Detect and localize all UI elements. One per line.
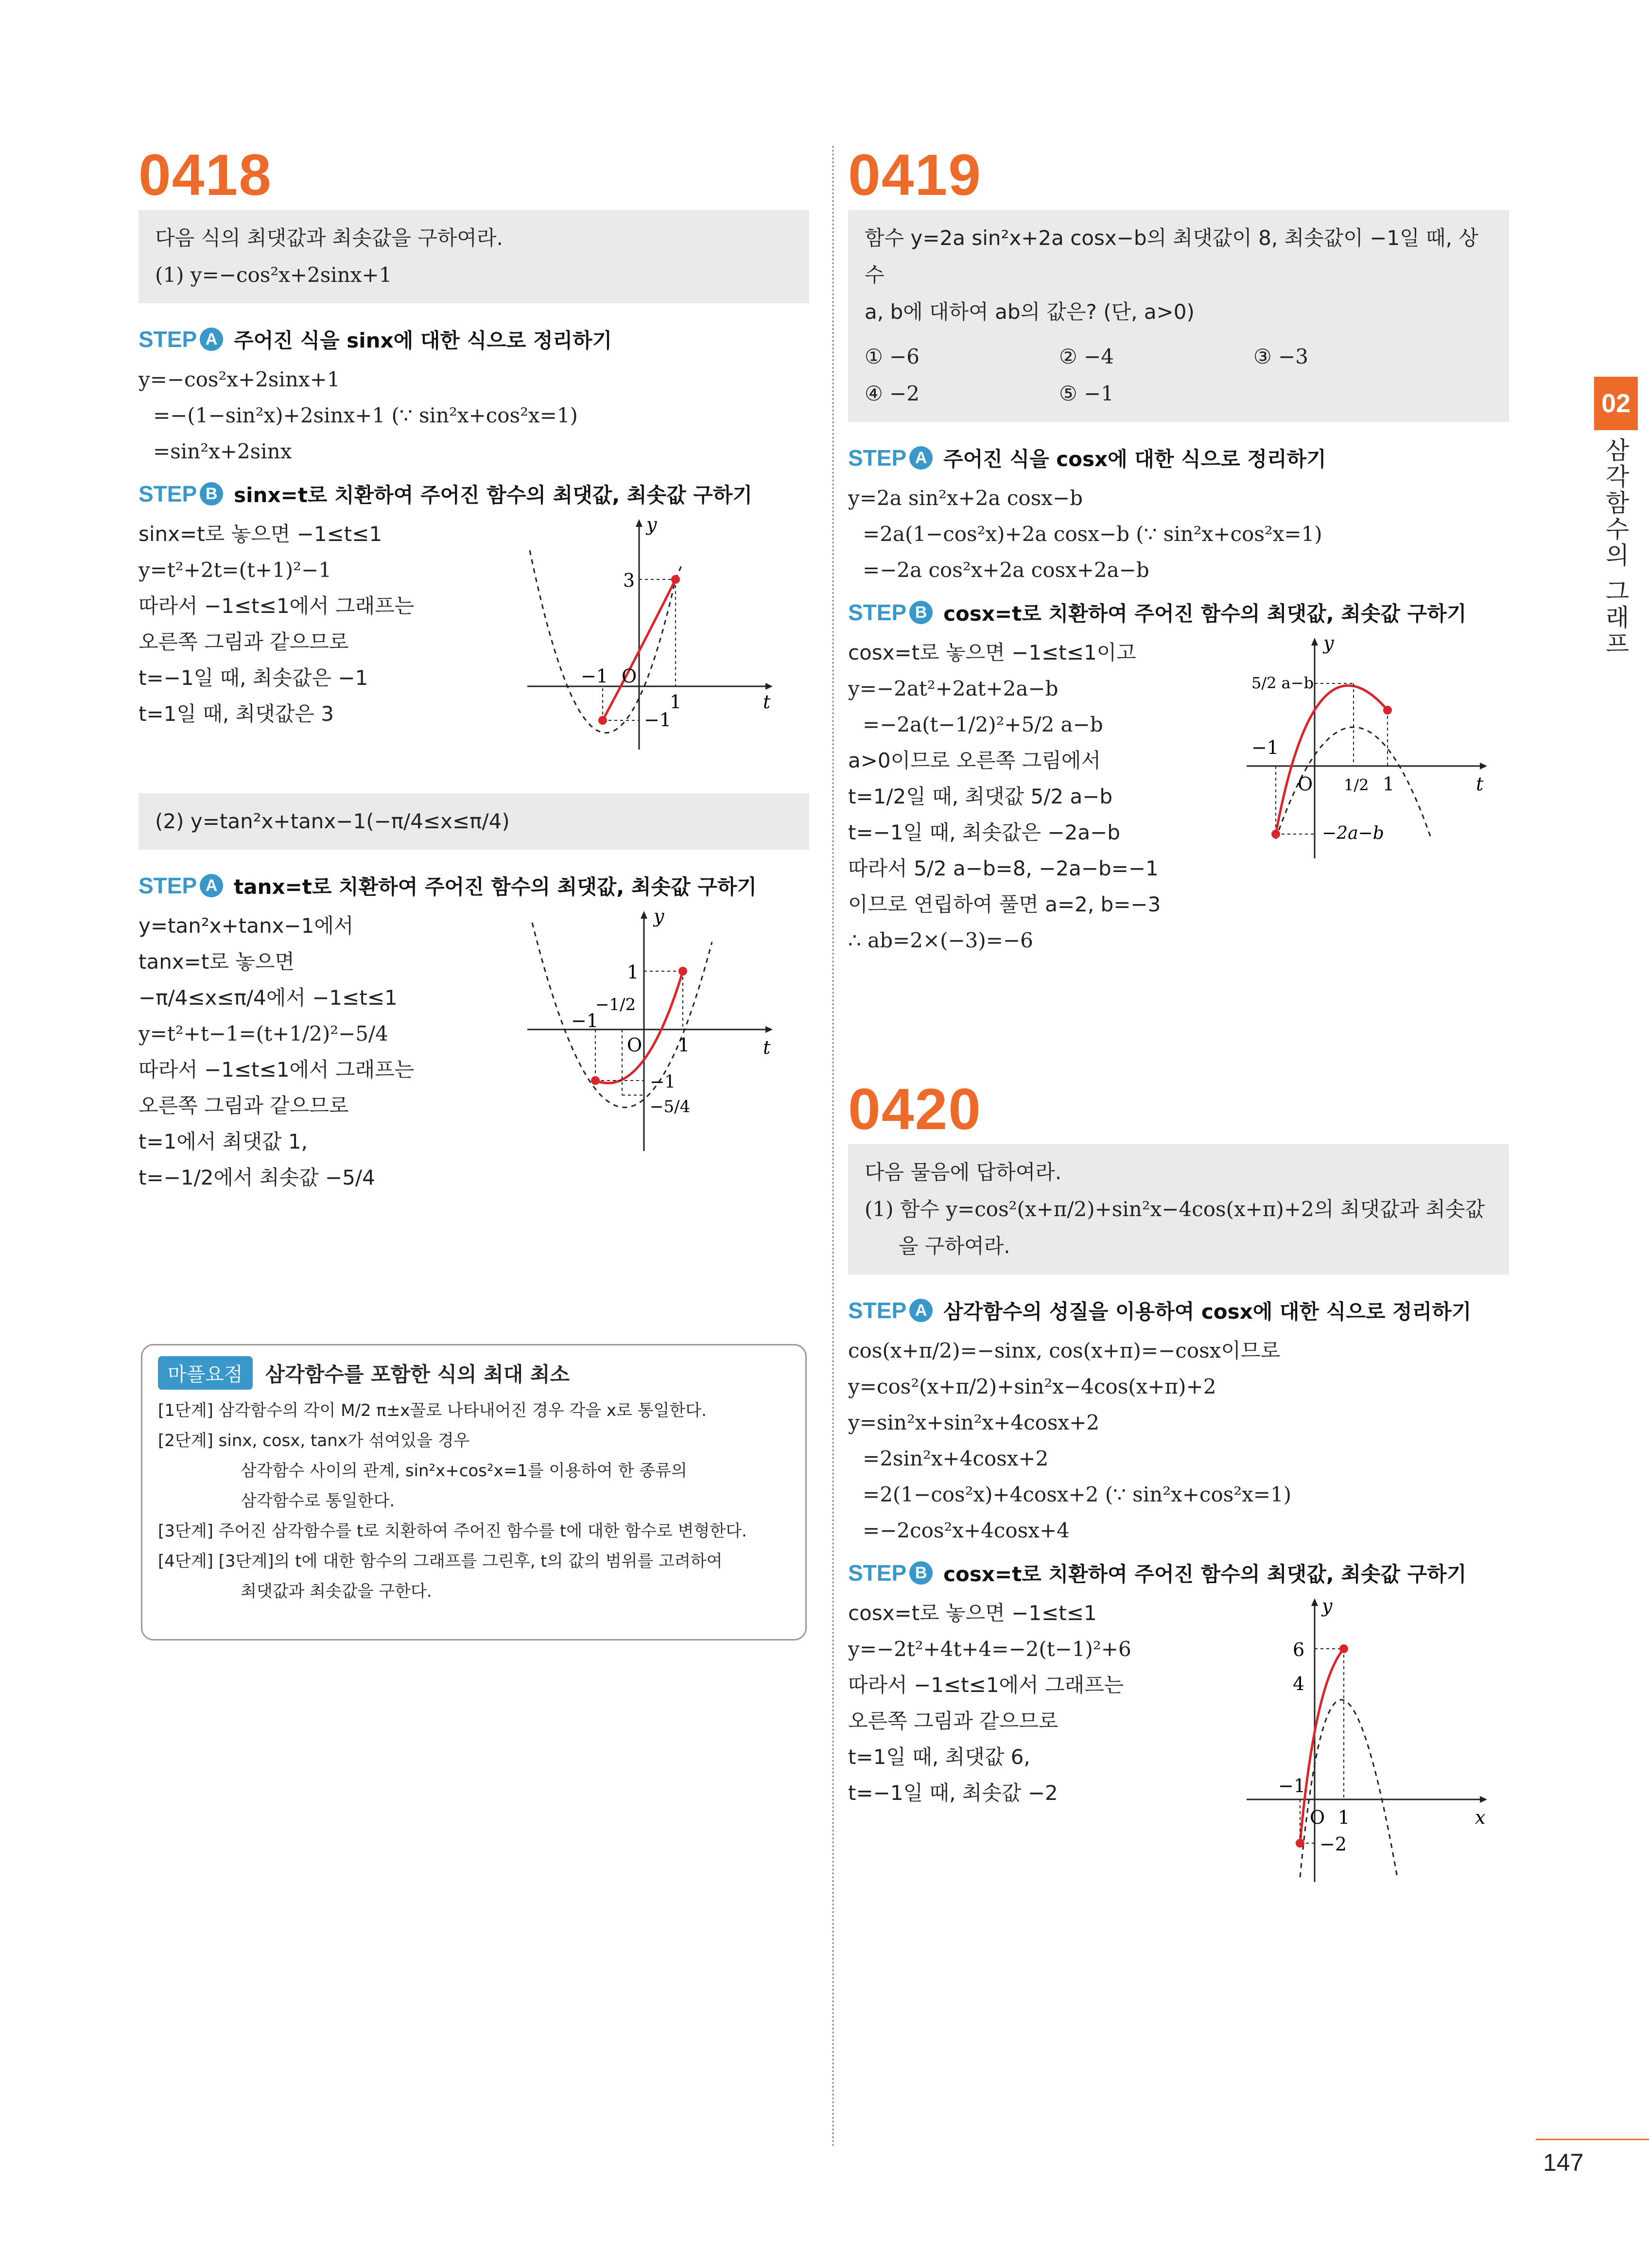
step-title: 삼각함수의 성질을 이용하여 cosx에 대한 식으로 정리하기 <box>943 1300 1472 1324</box>
solution-line: 이므로 연립하여 풀면 a=2, b=−3 <box>848 892 1161 916</box>
solution-line: t=−1일 때, 최솟값은 −2a−b <box>848 820 1120 844</box>
tip-title: 삼각함수를 포함한 식의 최대 최소 <box>265 1362 570 1386</box>
choice-4: ④ −2 <box>865 382 920 405</box>
step-tag: STEP B <box>139 481 223 507</box>
max-point <box>678 967 687 976</box>
step-title: 주어진 식을 sinx에 대한 식으로 정리하기 <box>234 329 612 352</box>
solution-line: t=−1일 때, 최솟값은 −1 <box>139 666 368 690</box>
chapter-title: 삼각함수의 그래프 <box>1601 437 1630 657</box>
solution-line: 오른쪽 그림과 같으므로 <box>139 1094 349 1117</box>
step-a-header <box>848 1296 1509 1325</box>
chapter-tab: 02 <box>1594 377 1638 430</box>
solution-line: 따라서 5/2 a−b=8, −2a−b=−1 <box>848 856 1159 880</box>
step-title: tanx=t로 치환하여 주어진 함수의 최댓값, 최솟값 구하기 <box>234 875 757 899</box>
y-axis-label: y <box>1322 1595 1333 1617</box>
tip-line: [2단계] sinx, cosx, tanx가 섞여있을 경우 <box>158 1431 470 1450</box>
answer-choices <box>865 338 1493 412</box>
solution-line: =−2a cos²x+2a cosx+2a−b <box>863 558 1149 582</box>
tick-label: 1 <box>1338 1807 1350 1828</box>
step-b-header <box>848 598 1509 627</box>
graph-0418-2 <box>508 908 780 1161</box>
question-box-0419 <box>848 210 1509 422</box>
question-part-1-cont: 을 구하여라. <box>899 1234 1010 1258</box>
solution-line: =2sin²x+4cosx+2 <box>863 1447 1049 1470</box>
solution-line: 따라서 −1≤t≤1에서 그래프는 <box>139 594 415 618</box>
step-a-header <box>139 325 809 354</box>
tip-line: [1단계] 삼각함수의 각이 M/2 π±x꼴로 나타내어진 경우 각을 x로 통일한다. <box>158 1401 707 1420</box>
solution-line: t=1일 때, 최댓값 6, <box>848 1745 1030 1769</box>
question-part-1: (1) 함수 y=cos²(x+π/2)+sin²x−4cos(x+π)+2의 최댓값과 최솟값 <box>865 1197 1485 1221</box>
tick-label: 1/2 <box>1344 776 1369 794</box>
step-title: cosx=t로 치환하여 주어진 함수의 최댓값, 최솟값 구하기 <box>943 602 1467 626</box>
solution-line: tanx=t로 놓으면 <box>139 950 295 974</box>
x-axis-label: x <box>1475 1807 1486 1828</box>
tick-label: 3 <box>623 570 635 591</box>
origin-label: O <box>627 1034 642 1056</box>
question-intro: 다음 물음에 답하여라. <box>865 1160 1062 1184</box>
step-b-header <box>848 1558 1509 1588</box>
solution-line: 오른쪽 그림과 같으므로 <box>848 1709 1059 1733</box>
tick-label: −2a−b <box>1322 823 1384 843</box>
step-tag: STEP A <box>139 872 223 899</box>
solution-line: =2(1−cos²x)+4cosx+2 (∵ sin²x+cos²x=1) <box>863 1483 1292 1506</box>
graph-0418-1 <box>508 516 780 759</box>
max-point <box>671 575 680 584</box>
question-text: 함수 y=2a sin²x+2a cosx−b의 최댓값이 8, 최솟값이 −1일 때, 상수 <box>865 226 1478 287</box>
solution-line: t=−1일 때, 최솟값 −2 <box>848 1781 1058 1805</box>
step-title: sinx=t로 치환하여 주어진 함수의 최댓값, 최솟값 구하기 <box>234 483 752 507</box>
tip-badge: 마플요점 <box>158 1356 253 1390</box>
step-tag: STEP B <box>848 1560 933 1586</box>
choice-3: ③ −3 <box>1253 345 1308 368</box>
tip-line: 삼각함수 사이의 관계, sin²x+cos²x=1를 이용하여 한 종류의 <box>241 1461 687 1481</box>
step-tag: STEP A <box>848 1297 933 1324</box>
column-divider <box>832 146 834 2148</box>
step-b-body <box>848 635 1509 959</box>
page-number: 147 <box>1543 2149 1584 2176</box>
solution-line: t=1에서 최댓값 1, <box>139 1130 308 1153</box>
tick-label: 1 <box>1383 773 1395 795</box>
solution-line: y=2a sin²x+2a cosx−b <box>848 486 1083 510</box>
tick-label: 6 <box>1293 1639 1305 1660</box>
question-box-0420 <box>848 1144 1509 1274</box>
tick-label: −2 <box>1319 1833 1347 1855</box>
tip-box <box>141 1344 807 1640</box>
tick-label: 4 <box>1293 1673 1305 1694</box>
step-title: 주어진 식을 cosx에 대한 식으로 정리하기 <box>943 447 1326 471</box>
choice-2: ② −4 <box>1059 345 1114 368</box>
solution-line: 따라서 −1≤t≤1에서 그래프는 <box>848 1673 1124 1697</box>
solution-line: y=tan²x+tanx−1에서 <box>139 914 354 938</box>
endpoint <box>1383 706 1392 715</box>
step-a2-body <box>139 908 809 1196</box>
origin-label: O <box>1298 773 1313 795</box>
solution-line: y=−2at²+2at+2a−b <box>848 677 1059 700</box>
solution-line: t=1일 때, 최댓값은 3 <box>139 702 334 726</box>
t-axis-label: t <box>763 1037 771 1058</box>
step-b-body <box>848 1595 1509 1887</box>
step-a-header <box>848 443 1509 472</box>
solution-line: a>0이므로 오른쪽 그림에서 <box>848 749 1101 772</box>
tip-line: [4단계] [3단계]의 t에 대한 함수의 그래프를 그린후, t의 값의 범위를 고려하여 <box>158 1552 723 1571</box>
page-number-rule <box>1536 2139 1649 2140</box>
solution-line: cos(x+π/2)=−sinx, cos(x+π)=−cosx이므로 <box>848 1339 1281 1362</box>
tick-label: 1 <box>678 1034 690 1056</box>
tip-header <box>158 1356 790 1390</box>
min-point <box>598 716 607 725</box>
tick-label: 5/2 a−b <box>1251 674 1314 692</box>
tip-line: 최댓값과 최솟값을 구한다. <box>241 1582 432 1601</box>
tick-label: −1 <box>1278 1775 1306 1797</box>
tick-label: −5/4 <box>650 1097 691 1117</box>
step-b-header <box>139 479 809 508</box>
solution-line: ∴ ab=2×(−3)=−6 <box>848 928 1033 952</box>
solution-line: y=sin²x+sin²x+4cosx+2 <box>848 1411 1100 1434</box>
question-intro: 다음 식의 최댓값과 최솟값을 구하여라. <box>155 226 503 250</box>
left-column <box>139 142 809 1196</box>
step-tag: STEP A <box>139 326 223 352</box>
choice-5: ⑤ −1 <box>1059 382 1114 405</box>
tick-label: −1 <box>644 709 672 731</box>
solution-line: cosx=t로 놓으면 −1≤t≤1 <box>848 1601 1097 1625</box>
solution-line: =sin²x+2sinx <box>153 439 292 463</box>
right-column <box>848 142 1509 1887</box>
min-endpoint <box>591 1076 600 1085</box>
solution-line: t=−1/2에서 최솟값 −5/4 <box>139 1166 375 1189</box>
min-endpoint <box>1271 830 1280 838</box>
tip-line: [3단계] 주어진 삼각함수를 t로 치환하여 주어진 함수를 t에 대한 함수로 변형한다. <box>158 1521 747 1541</box>
problem-number-0420: 0420 <box>848 1077 982 1142</box>
question-part-2: (2) y=tan²x+tanx−1(−π/4≤x≤π/4) <box>139 793 809 850</box>
step-tag: STEP B <box>848 599 933 626</box>
solution-line: 따라서 −1≤t≤1에서 그래프는 <box>139 1058 415 1082</box>
solution-line: y=t²+2t=(t+1)²−1 <box>139 558 331 582</box>
solution-line: −π/4≤x≤π/4에서 −1≤t≤1 <box>139 986 398 1010</box>
origin-label: O <box>1310 1807 1325 1828</box>
y-axis-label: y <box>646 516 657 535</box>
step-a2-header <box>139 871 809 900</box>
y-axis-label: y <box>1323 635 1334 654</box>
tick-label: 1 <box>627 961 639 983</box>
question-text-cont: a, b에 대하여 ab의 값은? (단, a>0) <box>865 300 1195 324</box>
tick-label: −1 <box>650 1072 676 1092</box>
question-part-1: (1) y=−cos²x+2sinx+1 <box>155 263 392 287</box>
solution-line: y=cos²(x+π/2)+sin²x−4cos(x+π)+2 <box>848 1375 1216 1398</box>
max-point <box>1339 1644 1348 1653</box>
step-tag: STEP A <box>848 445 933 471</box>
t-axis-label: t <box>1476 773 1484 795</box>
problem-number-0418: 0418 <box>139 142 272 208</box>
graph-0419 <box>1237 635 1490 868</box>
graph-0420 <box>1237 1595 1490 1887</box>
step-b-body <box>139 516 809 759</box>
solution-line: =2a(1−cos²x)+2a cosx−b (∵ sin²x+cos²x=1) <box>863 522 1322 546</box>
y-axis-label: y <box>654 908 664 927</box>
tick-label: −1 <box>581 665 608 687</box>
origin-label: O <box>622 665 637 687</box>
solution-line: cosx=t로 놓으면 −1≤t≤1이고 <box>848 641 1136 664</box>
solution-line: sinx=t로 놓으면 −1≤t≤1 <box>139 522 382 546</box>
tick-label: −1 <box>571 1010 599 1031</box>
solution-line: y=−2t²+4t+4=−2(t−1)²+6 <box>848 1637 1131 1661</box>
tick-label: −1/2 <box>595 995 636 1014</box>
min-endpoint <box>1296 1839 1304 1848</box>
choice-1: ① −6 <box>865 345 920 368</box>
solution-line: y=−cos²x+2sinx+1 <box>139 367 340 391</box>
tick-label: −1 <box>1251 737 1279 758</box>
solution-line: =−(1−sin²x)+2sinx+1 (∵ sin²x+cos²x=1) <box>153 403 578 427</box>
solution-line: =−2a(t−1/2)²+5/2 a−b <box>863 713 1103 736</box>
t-axis-label: t <box>763 691 771 713</box>
solution-line: 오른쪽 그림과 같으므로 <box>139 630 349 654</box>
problem-number-0419: 0419 <box>848 142 982 208</box>
question-box-0418 <box>139 210 809 303</box>
step-title: cosx=t로 치환하여 주어진 함수의 최댓값, 최솟값 구하기 <box>943 1562 1467 1586</box>
solution-line: =−2cos²x+4cosx+4 <box>863 1518 1070 1542</box>
solution-line: t=1/2일 때, 최댓값 5/2 a−b <box>848 785 1113 808</box>
tick-label: 1 <box>670 691 682 713</box>
tip-line: 삼각함수로 통일한다. <box>241 1491 395 1511</box>
solution-line: y=t²+t−1=(t+1/2)²−5/4 <box>139 1022 388 1046</box>
